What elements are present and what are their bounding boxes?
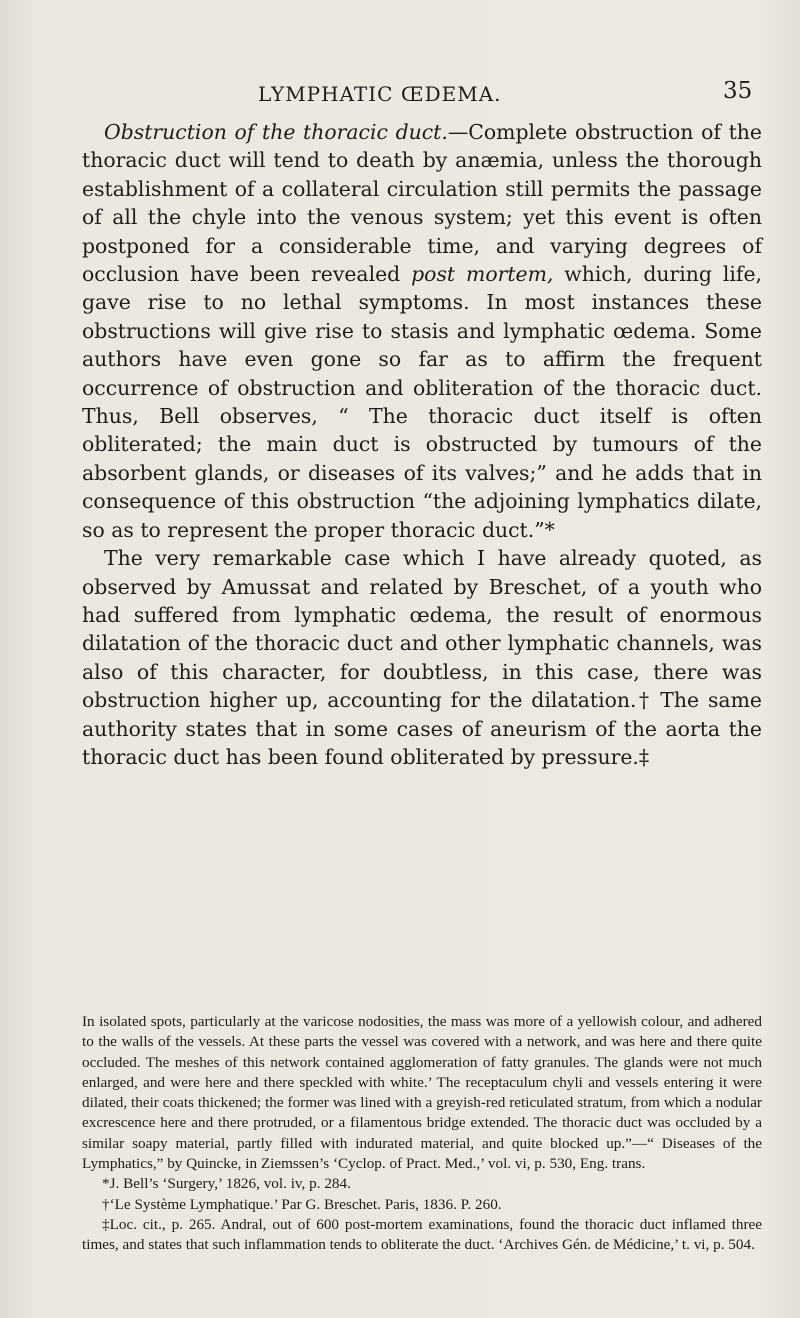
footnote-text: J. Bell’s ‘Surgery,’ 1826, vol. iv, p. 284. bbox=[109, 1175, 351, 1193]
footnote-continued: In isolated spots, particularly at the varicose nodosities, the mass was more of a yellowish colour, and adhered to the walls of the vessels. At these parts the vessel was covered with a network, and was here and there quite occluded. The meshes of this network contained agglomeration of fatty granules. The glands were not much enlarged, and were here and there speckled with white.’ The receptaculum chyli and vessels entering it were dilated, their coats thickened; the former was lined with a greyish-red reticulated stratum, from which a nodular excrescence here and there protruded, or a filamentous bridge extended. The thoracic duct was occluded by a similar soapy material, partly filled with indurated material, and quite blocked up.”—“ Diseases of the Lymphatics,” by Quincke, in Ziemssen’s ‘Cyclop. of Pract. Med.,’ vol. vi, p. 530, Eng. trans. bbox=[82, 1013, 762, 1173]
italic-phrase: post mortem, bbox=[411, 262, 554, 287]
footnote bbox=[82, 1195, 762, 1215]
footnote-text: ‘Le Système Lymphatique.’ Par G. Breschet. Paris, 1836. P. 260. bbox=[109, 1195, 502, 1213]
page-number: 35 bbox=[723, 78, 753, 104]
page-header bbox=[0, 78, 800, 112]
running-head: LYMPHATIC ŒDEMA. bbox=[258, 82, 502, 106]
paragraph-amussat-case: The very remarkable case which I have already quoted, as observed by Amussat and related by Breschet, of a youth who had suffered from lymphatic œdema, the result of enormous dilatation of the thoracic duct and other lymphatic channels, was also of this character, for doubtless, in this case, there was obstruction higher up, accounting for the dilatation.† The same authority states that in some cases of aneurism of the aorta the thoracic duct has been found obliterated by pressure.‡ bbox=[82, 546, 762, 769]
paragraph-text: —Complete obstruction of the thoracic duct will tend to death by anæmia, unless the thorough establishment of a collateral circulation still permits the passage of all the chyle into the venous system; yet this event is often postponed for a considerable time, and varying degrees of occlusion have been revealed bbox=[82, 120, 762, 287]
paragraph-text: which, during life, gave rise to no lethal symptoms. In most instances these obstructions will give rise to stasis and lymphatic œdema. Some authors have even gone so far as to affirm the frequent occurrence of obstruction and obliteration of the thoracic duct. Thus, Bell observes, “ The thoracic duct itself is often obliterated; the main duct is obstructed by tumours of the absorbent glands, or diseases of its valves;” and he adds that in consequence of this obstruction “the adjoining lymphatics dilate, so as to represent the proper thoracic duct.”* bbox=[82, 262, 762, 542]
footnote-mark: ‡ bbox=[102, 1215, 110, 1233]
footnote-text: Loc. cit., p. 265. Andral, out of 600 post-mortem examinations, found the thoracic duct inflamed three times, and states that such inflammation tends to obliterate the duct. ‘Archives Gén. de Médicine,’ t. vi, p. 504. bbox=[82, 1215, 762, 1254]
footnote bbox=[82, 1174, 762, 1194]
footnotes bbox=[82, 1012, 762, 1256]
footnote-mark: * bbox=[102, 1175, 110, 1193]
footnote bbox=[82, 1215, 762, 1256]
paragraph-obstruction bbox=[82, 118, 762, 544]
main-text bbox=[82, 118, 762, 771]
footnote-mark: † bbox=[102, 1195, 110, 1213]
section-heading: Obstruction of the thoracic duct. bbox=[104, 120, 448, 144]
